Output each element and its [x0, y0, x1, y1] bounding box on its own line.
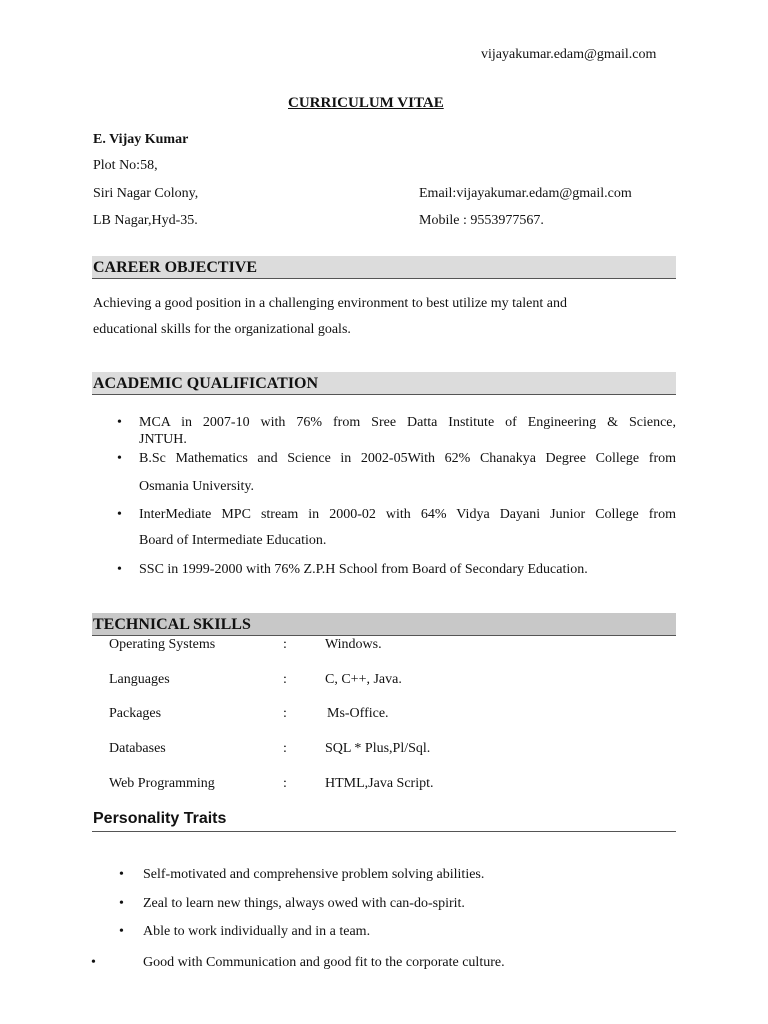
bullet-icon: • — [117, 415, 122, 430]
address-line-2: Siri Nagar Colony, — [93, 186, 199, 201]
bullet-icon: • — [119, 896, 124, 911]
academic-item-3-line-2: Board of Intermediate Education. — [139, 533, 327, 548]
career-objective-line-2: educational skills for the organizational goals. — [93, 322, 351, 337]
trait-item-3: Able to work individually and in a team. — [143, 924, 371, 939]
personality-traits-heading: Personality Traits — [92, 808, 676, 832]
skill-label-databases: Databases — [109, 741, 166, 756]
skill-value-databases: SQL * Plus,Pl/Sql. — [325, 741, 431, 756]
address-line-3: LB Nagar,Hyd-35. — [93, 213, 198, 228]
academic-item-2-line-1: B.Sc Mathematics and Science in 2002-05With 62% Chanakya Degree College from — [139, 451, 676, 466]
skill-value-operating-systems: Windows. — [325, 637, 382, 652]
academic-item-1-line-1: MCA in 2007-10 with 76% from Sree Datta Institute of Engineering & Science, — [139, 415, 676, 430]
page-title: CURRICULUM VITAE — [288, 95, 444, 111]
career-objective-heading: CAREER OBJECTIVE — [92, 256, 676, 279]
address-line-1: Plot No:58, — [93, 158, 158, 173]
skill-label-web-programming: Web Programming — [109, 776, 215, 791]
academic-item-1-line-2: JNTUH. — [139, 432, 187, 447]
skill-separator: : — [283, 706, 287, 721]
skill-label-operating-systems: Operating Systems — [109, 637, 216, 652]
career-objective-line-1: Achieving a good position in a challenging environment to best utilize my talent and — [93, 296, 567, 311]
skill-separator: : — [283, 776, 287, 791]
trait-item-1: Self-motivated and comprehensive problem solving abilities. — [143, 867, 485, 882]
skill-value-packages: Ms-Office. — [327, 706, 389, 721]
academic-qualification-heading: ACADEMIC QUALIFICATION — [92, 372, 676, 395]
trait-item-2: Zeal to learn new things, always owed with can-do-spirit. — [143, 896, 465, 911]
bullet-icon: • — [119, 924, 124, 939]
header-email: vijayakumar.edam@gmail.com — [481, 47, 657, 62]
skill-label-languages: Languages — [109, 672, 170, 687]
trait-item-4: Good with Communication and good fit to the corporate culture. — [143, 955, 505, 970]
academic-item-3-line-1: InterMediate MPC stream in 2000-02 with 64% Vidya Dayani Junior College from — [139, 507, 676, 522]
technical-skills-heading: TECHNICAL SKILLS — [92, 613, 676, 636]
skill-separator: : — [283, 672, 287, 687]
contact-mobile: Mobile : 9553977567. — [419, 213, 544, 228]
skill-separator: : — [283, 637, 287, 652]
bullet-icon: • — [117, 562, 122, 577]
skill-separator: : — [283, 741, 287, 756]
skill-label-packages: Packages — [109, 706, 162, 721]
candidate-name: E. Vijay Kumar — [93, 132, 189, 147]
skill-value-web-programming: HTML,Java Script. — [325, 776, 434, 791]
academic-item-4-line-1: SSC in 1999-2000 with 76% Z.P.H School from Board of Secondary Education. — [139, 562, 588, 577]
bullet-icon: • — [117, 507, 122, 522]
academic-item-2-line-2: Osmania University. — [139, 479, 254, 494]
bullet-icon: • — [119, 867, 124, 882]
bullet-icon: • — [91, 955, 96, 970]
bullet-icon: • — [117, 451, 122, 466]
contact-email: Email:vijayakumar.edam@gmail.com — [419, 186, 632, 201]
skill-value-languages: C, C++, Java. — [325, 672, 402, 687]
